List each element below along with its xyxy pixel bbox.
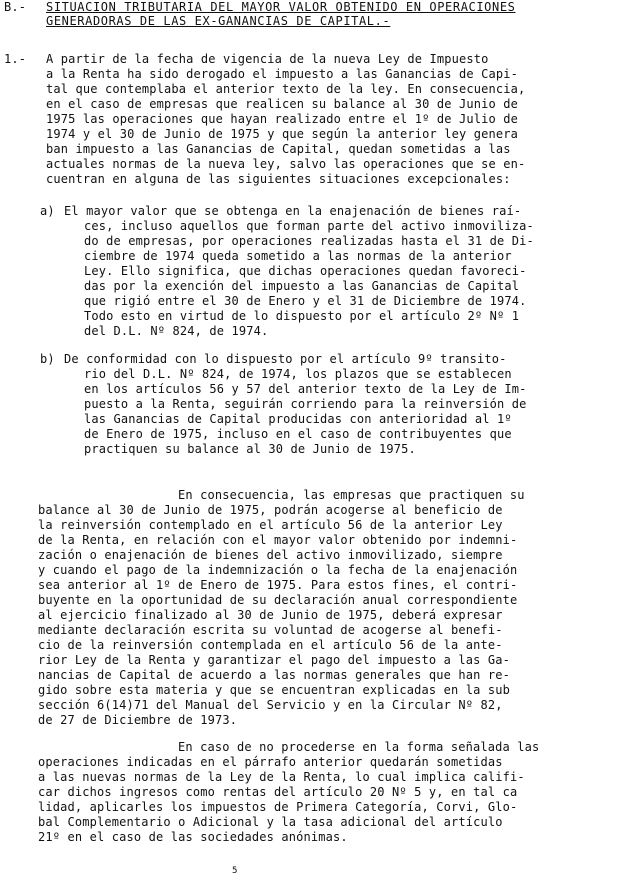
list-item-line: ces, incluso aquellos que forman parte del activo inmoviliza- [84,219,534,233]
paragraph-line: cio de la reinversión contemplada en el artículo 56 de la ante- [38,638,503,652]
paragraph-line: lidad, aplicarles los impuestos de Primera Categoría, Corvi, Glo- [38,800,518,814]
paragraph-line: y cuando el pago de la indemnización o la fecha de la enajenación [38,563,518,577]
list-item-line: de Enero de 1975, incluso en el caso de contribuyentes que [84,427,512,441]
list-item-line: do de empresas, por operaciones realizadas hasta el 31 de Di- [84,234,534,248]
paragraph-line: sea anterior al 1º de Enero de 1975. Para estos fines, el contri- [38,578,518,592]
list-item-line: practiquen su balance al 30 de Junio de 1975. [84,442,416,456]
list-item-line: ciembre de 1974 queda sometido a las normas de la anterior [84,249,512,263]
list-marker: b) [40,352,55,366]
paragraph-line: A partir de la fecha de vigencia de la nueva Ley de Impuesto [46,52,489,66]
paragraph-line: En caso de no procederse en la forma señalada las [178,740,540,754]
list-item-line: del D.L. Nº 824, de 1974. [84,324,269,338]
list-item-line: las Ganancias de Capital producidas con anterioridad al 1º [84,412,512,426]
paragraph-line: al ejercicio finalizado al 30 de Junio de 1975, deberá expresar [38,608,503,622]
paragraph-line: cuentran en alguna de las siguientes situaciones excepcionales: [46,172,511,186]
list-item-line: De conformidad con lo dispuesto por el artículo 9º transito- [64,352,507,366]
paragraph-line: de la Renta, en relación con el mayor valor obtenido por indemni- [38,533,518,547]
section-label: B.- [4,0,27,14]
paragraph-line: tal que contemplaba el anterior texto de la ley. En consecuencia, [46,82,526,96]
paragraph-line: 1975 las operaciones que hayan realizado entre el 1º de Julio de [46,112,518,126]
paragraph-line: operaciones indicadas en el párrafo anterior quedarán sometidas [38,755,503,769]
paragraph-line: car dichos ingresos como rentas del artículo 20 Nº 5 y, en tal ca [38,785,518,799]
paragraph-line: zación o enajenación de bienes del activo inmovilizado, siempre [38,548,503,562]
page-number: 5 [232,866,238,876]
list-item-line: das por la exención del impuesto a las Ganancias de Capital [84,279,520,293]
paragraph-line: a las nuevas normas de la Ley de la Renta, lo cual implica califi- [38,770,525,784]
paragraph-line: ban impuesto a las Ganancias de Capital, quedan sometidas a las [46,142,511,156]
paragraph-line: balance al 30 de Junio de 1975, podrán acogerse al beneficio de [38,503,503,517]
paragraph-line: de 27 de Diciembre de 1973. [38,713,238,727]
list-item-line: Todo esto en virtud de lo dispuesto por el artículo 2º Nº 1 [84,309,520,323]
list-item-line: rio del D.L. Nº 824, de 1974, los plazos que se establecen [84,367,512,381]
section-title-line-2: GENERADORAS DE LAS EX-GANANCIAS DE CAPITAL.- [46,14,391,28]
paragraph-line: gido sobre esta materia y que se encuentran explicadas en la sub [38,683,510,697]
paragraph-line: 21º en el caso de las sociedades anónimas. [38,830,348,844]
list-item-line: Ley. Ello significa, que dichas operaciones quedan favoreci- [84,264,527,278]
list-item-line: El mayor valor que se obtenga en la enajenación de bienes raí- [64,204,522,218]
paragraph-line: buyente en la oportunidad de su declaración anual correspondiente [38,593,518,607]
section-title-line-1: SITUACION TRIBUTARIA DEL MAYOR VALOR OBTENIDO EN OPERACIONES [46,0,516,14]
list-item-line: puesto a la Renta, seguirán corriendo para la reinversión de [84,397,527,411]
paragraph-line: En consecuencia, las empresas que practiquen su [178,488,525,502]
paragraph-number: 1.- [4,52,27,66]
paragraph-line: 1974 y el 30 de Junio de 1975 y que según la anterior ley genera [46,127,518,141]
paragraph-line: en el caso de empresas que realicen su balance al 30 de Junio de [46,97,518,111]
paragraph-line: rior Ley de la Renta y garantizar el pago del impuesto a las Ga- [38,653,510,667]
paragraph-line: la reinversión contemplado en el artículo 56 de la anterior Ley [38,518,503,532]
paragraph-line: nancias de Capital de acuerdo a las normas generales que han re- [38,668,510,682]
paragraph-line: sección 6(14)71 del Manual del Servicio y en la Circular Nº 82, [38,698,503,712]
paragraph-line: mediante declaración escrita su voluntad de acogerse al benefi- [38,623,503,637]
list-marker: a) [40,204,55,218]
paragraph-line: actuales normas de la nueva ley, salvo las operaciones que se en- [46,157,526,171]
list-item-line: en los artículos 56 y 57 del anterior texto de la Ley de Im- [84,382,527,396]
paragraph-line: a la Renta ha sido derogado el impuesto a las Ganancias de Capi- [46,67,518,81]
list-item-line: que rigió entre el 30 de Enero y el 31 de Diciembre de 1974. [84,294,527,308]
paragraph-line: bal Complementario o Adicional y la tasa adicional del artículo [38,815,503,829]
